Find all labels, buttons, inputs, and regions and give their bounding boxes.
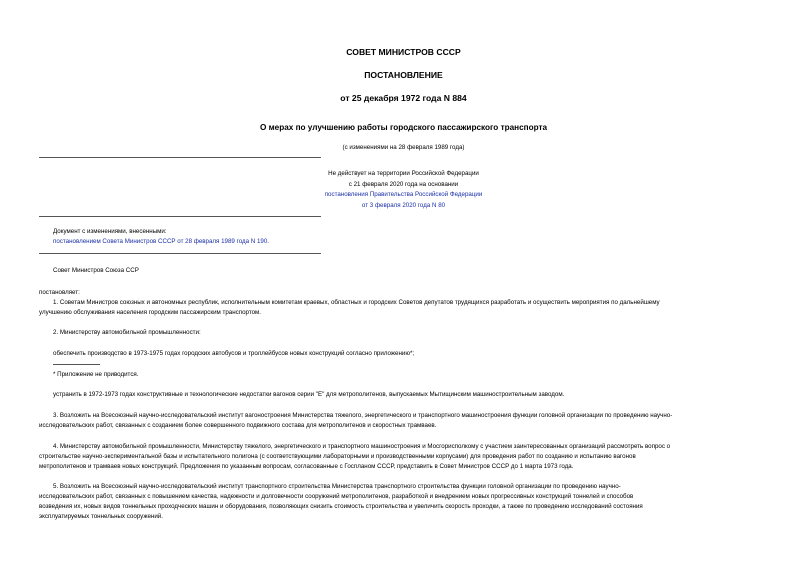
document-date: от 25 декабря 1972 года N 884 [340,93,467,103]
amendment-link[interactable]: постановлением Совета Министров СССР от 28 февраля 1989 года N 190. [53,238,270,245]
status-line-1: Не действует на территории Российской Федерации [328,170,479,177]
paragraph-4-line-2: строительстве научно-экспериментальной базы и испытательного полигона (с соответствующими лабораторными и производственными корпусами) для проведения работ по созданию и испытанию вагонов [39,453,636,460]
paragraph-2-item-1: обеспечить производство в 1973-1975 годах городских автобусов и троллейбусов новых конструкций согласно приложению*; [53,350,415,357]
paragraph-1-line-2: улучшению обслуживания населения городским пассажирским транспортом. [39,309,262,316]
paragraph-5-line-1: 5. Возложить на Всесоюзный научно-исследовательский институт транспортного строительства Министерства транспортного строительства функции головной организации по проведению научно- [53,483,621,490]
paragraph-3-line-2: исследовательских работ, связанных с созданием более совершенного подвижного состава для метрополитенов и скоростных трамваев. [39,422,437,429]
amendments-label: Документ с изменениями, внесенными: [53,228,167,235]
council-name: Совет Министров Союза ССР [53,267,139,274]
paragraph-1-line-1: 1. Советам Министров союзных и автономных республик, исполнительным комитетам краевых, областных и городских Советов депутатов трудящихся разработать и осуществить мероприятия по дальнейшему [53,299,660,306]
repeal-link-line-1[interactable]: постановления Правительства Российской Федерации [324,191,483,198]
divider [39,157,321,158]
paragraph-2-item-2: устранить в 1972-1973 годах конструктивные и технологические недостатки вагонов серии "Е" для метрополитенов, выпускаемых Мытищинским машиностроительным заводом. [53,391,565,398]
footnote: * Приложение не приводится. [53,371,139,378]
paragraph-2: 2. Министерству автомобильной промышленности: [53,329,201,336]
footnote-divider [53,364,100,365]
paragraph-5-line-4: эксплуатируемых тоннельных сооружений. [39,513,163,520]
divider [39,253,321,254]
decree-word: постановляет: [39,289,80,296]
paragraph-3-line-1: 3. Возложить на Всесоюзный научно-исследовательский институт вагоностроения Министерства тяжелого, энергетического и транспортного машиностроения функции головной организации по проведению научно- [53,412,673,419]
document-title: О мерах по улучшению работы городского пассажирского транспорта [259,123,548,132]
paragraph-5-line-2: исследовательских работ, связанных с повышением качества, надежности и долговечности сооружений метрополитенов, разработкой и внедрением новых прогрессивных конструкций тоннелей и способов [39,493,634,500]
paragraph-4-line-3: метрополитенов и трамваев новых конструкций. Предложения по указанным вопросам, согласованные с Госпланом СССР, представить в Совет Министров СССР до 1 марта 1973 года. [39,463,574,470]
paragraph-5-line-3: возведения их, новых видов тоннельных проходческих машин и оборудования, позволяющих снизить стоимость строительства и увеличить скорость проходки, а также по проведению исследований состояния [39,503,643,510]
changes-note: (с изменениями на 28 февраля 1989 года) [342,144,465,151]
status-line-2: с 21 февраля 2020 года на основании [348,181,459,188]
repeal-link-line-2[interactable]: от 3 февраля 2020 года N 80 [361,202,446,209]
divider [39,216,321,217]
document-type: ПОСТАНОВЛЕНИЕ [364,70,443,80]
issuing-body: СОВЕТ МИНИСТРОВ СССР [346,47,461,57]
paragraph-4-line-1: 4. Министерству автомобильной промышленности, Министерству тяжелого, энергетического и транспортного машиностроения и Мосгорисполкому с участием заинтересованных организаций рассмотреть вопрос о [53,443,671,450]
